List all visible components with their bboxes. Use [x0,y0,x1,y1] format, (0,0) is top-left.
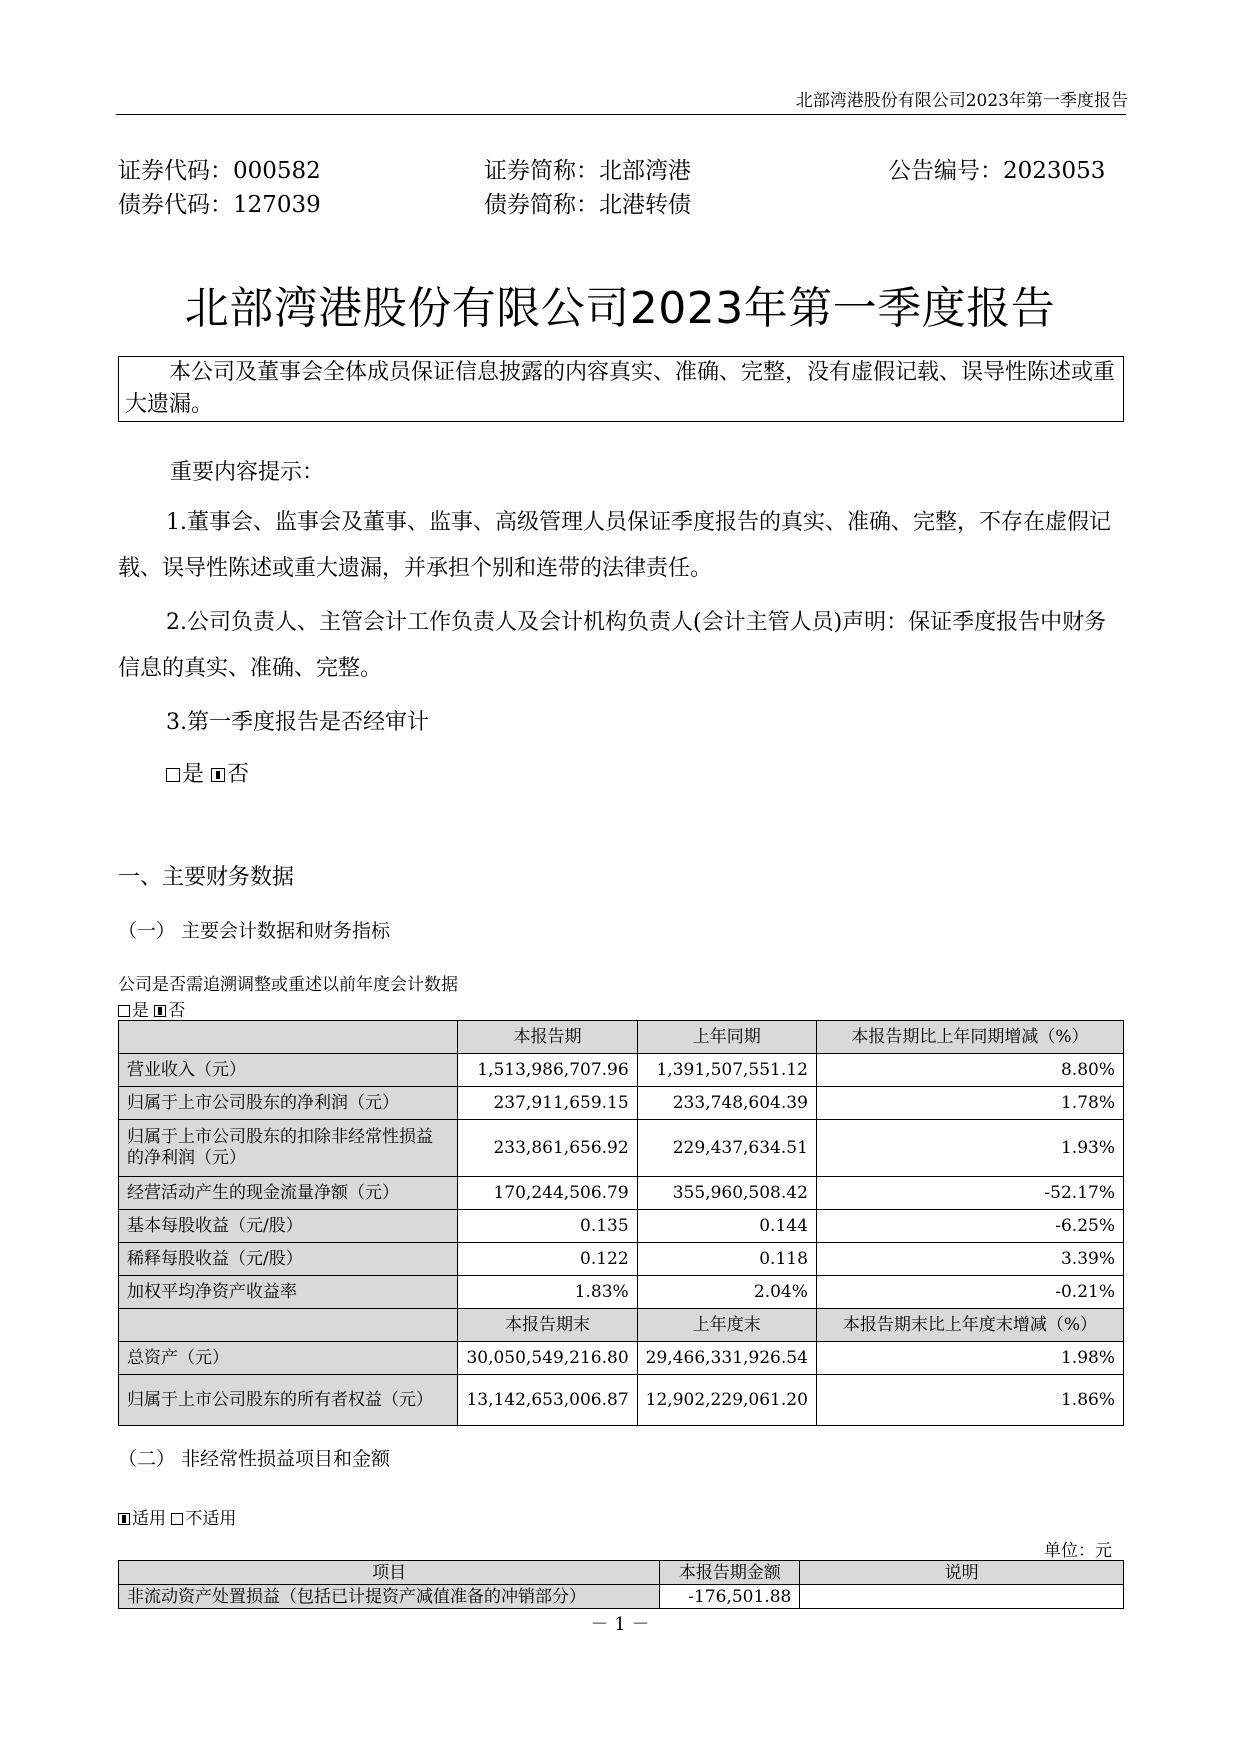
audit-no-label: 否 [227,762,250,787]
notice-number: 公告编号：2023053 [888,158,1106,184]
cell-value: 1.83% [458,1276,637,1309]
cell-value: -52.17% [816,1177,1123,1210]
cell-value: -0.21% [816,1276,1123,1309]
header-cell [119,1021,458,1054]
bond-code: 债券代码：127039 [118,192,321,218]
header-cell: 本报告期金额 [660,1561,800,1585]
row-label: 加权平均净资产收益率 [119,1276,458,1309]
cell-value: 0.135 [458,1210,637,1243]
cell-value: 8.80% [816,1054,1123,1087]
row-label: 归属于上市公司股东的净利润（元） [119,1087,458,1120]
cell-value: 1,513,986,707.96 [458,1054,637,1087]
cell-value: 237,911,659.15 [458,1087,637,1120]
row-label: 归属于上市公司股东的扣除非经常性损益的净利润（元） [119,1120,458,1177]
cell-value: 2.04% [637,1276,816,1309]
table-row [119,1585,1124,1609]
row-label: 总资产（元） [119,1342,458,1375]
not-applicable-checkbox[interactable] [171,1513,183,1525]
cell-value: 1,391,507,551.12 [637,1054,816,1087]
header-cell: 上年同期 [637,1021,816,1054]
row-label: 营业收入（元） [119,1054,458,1087]
table-row [119,1375,1124,1426]
section-2-sub-heading: （二） 非经常性损益项目和金额 [118,1448,391,1470]
header-cell: 本报告期末比上年度末增减（%） [816,1309,1123,1342]
cell-value: 3.39% [816,1243,1123,1276]
financial-data-table [118,1020,1124,1426]
not-applicable-label: 不适用 [185,1509,237,1529]
document-title: 北部湾港股份有限公司2023年第一季度报告 [184,283,1056,334]
cell-value: 170,244,506.79 [458,1177,637,1210]
cell-value: 30,050,549,216.80 [458,1342,637,1375]
header-cell: 说明 [800,1561,1124,1585]
cell-value: 0.118 [637,1243,816,1276]
header-title: 北部湾港股份有限公司2023年第一季度报告 [795,91,1128,111]
row-label: 归属于上市公司股东的所有者权益（元） [119,1375,458,1426]
cell-value: 29,466,331,926.54 [637,1342,816,1375]
table-row [119,1087,1124,1120]
row-label: 经营活动产生的现金流量净额（元） [119,1177,458,1210]
restate-no-label: 否 [168,1001,186,1021]
important-item-3: 3.第一季度报告是否经审计 [166,710,429,735]
cell-value: 1.86% [816,1375,1123,1426]
table-row [119,1243,1124,1276]
row-label: 非流动资产处置损益（包括已计提资产减值准备的冲销部分） [119,1585,660,1609]
restate-options [118,996,185,1021]
cell-value: 1.98% [816,1342,1123,1375]
table-header-row [119,1561,1124,1585]
notice-text: 本公司及董事会全体成员保证信息披露的内容真实、准确、完整，没有虚假记载、误导性陈述或重大遗漏。 [125,360,1116,417]
unit-label: 单位：元 [1044,1541,1112,1561]
cell-value: 233,748,604.39 [637,1087,816,1120]
applicable-label: 适用 [132,1509,166,1529]
cell-value: 233,861,656.92 [458,1120,637,1177]
cell-value: -176,501.88 [660,1585,800,1609]
header-cell: 本报告期末 [458,1309,637,1342]
audit-no-checkbox[interactable] [211,768,225,782]
table-row [119,1276,1124,1309]
header-cell: 本报告期比上年同期增减（%） [816,1021,1123,1054]
stock-name: 证券简称：北部湾港 [484,158,691,184]
cell-value: 12,902,229,061.20 [637,1375,816,1426]
applicable-checkbox[interactable] [118,1513,130,1525]
restate-yes-checkbox[interactable] [118,1005,130,1017]
section-1-heading: 一、主要财务数据 [118,865,295,890]
important-item-1: 1.董事会、监事会及董事、监事、高级管理人员保证季度报告的真实、准确、完整，不存在虚假记载、误导性陈述或重大遗漏，并承担个别和连带的法律责任。 [118,510,1111,581]
cell-value: 229,437,634.51 [637,1120,816,1177]
audit-yes-label: 是 [182,762,205,787]
restate-yes-label: 是 [132,1001,149,1021]
header-cell [119,1309,458,1342]
header-divider [116,114,1126,115]
table-row [119,1177,1124,1210]
notice-box [118,356,1124,422]
row-label: 稀释每股收益（元/股） [119,1243,458,1276]
bond-name: 债券简称：北港转债 [484,192,691,218]
table-header-row [119,1021,1124,1054]
important-item-2: 2.公司负责人、主管会计工作负责人及会计机构负责人(会计主管人员)声明：保证季度报告中财务信息的真实、准确、完整。 [118,610,1107,681]
header-cell: 上年度末 [637,1309,816,1342]
row-label: 基本每股收益（元/股） [119,1210,458,1243]
table-row [119,1054,1124,1087]
cell-value: 13,142,653,006.87 [458,1375,637,1426]
cell-value: -6.25% [816,1210,1123,1243]
page-number: － 1 － [590,1614,650,1635]
applicable-options [118,1504,236,1529]
table-row [119,1210,1124,1243]
table-header-row [119,1309,1124,1342]
audit-options [166,752,249,798]
stock-code: 证券代码：000582 [118,158,321,184]
cell-value: 355,960,508.42 [637,1177,816,1210]
audit-yes-checkbox[interactable] [166,768,180,782]
table-row [119,1120,1124,1177]
table-row [119,1342,1124,1375]
important-heading: 重要内容提示： [170,460,325,485]
header-cell: 本报告期 [458,1021,637,1054]
cell-value: 1.78% [816,1087,1123,1120]
restate-question: 公司是否需追溯调整或重述以前年度会计数据 [118,975,458,995]
header-cell: 项目 [119,1561,660,1585]
cell-value: 0.144 [637,1210,816,1243]
section-1-sub-heading: （一） 主要会计数据和财务指标 [118,920,391,942]
non-recurring-table [118,1560,1124,1609]
cell-value: 0.122 [458,1243,637,1276]
cell-value [800,1585,1124,1609]
restate-no-checkbox[interactable] [154,1005,166,1017]
cell-value: 1.93% [816,1120,1123,1177]
